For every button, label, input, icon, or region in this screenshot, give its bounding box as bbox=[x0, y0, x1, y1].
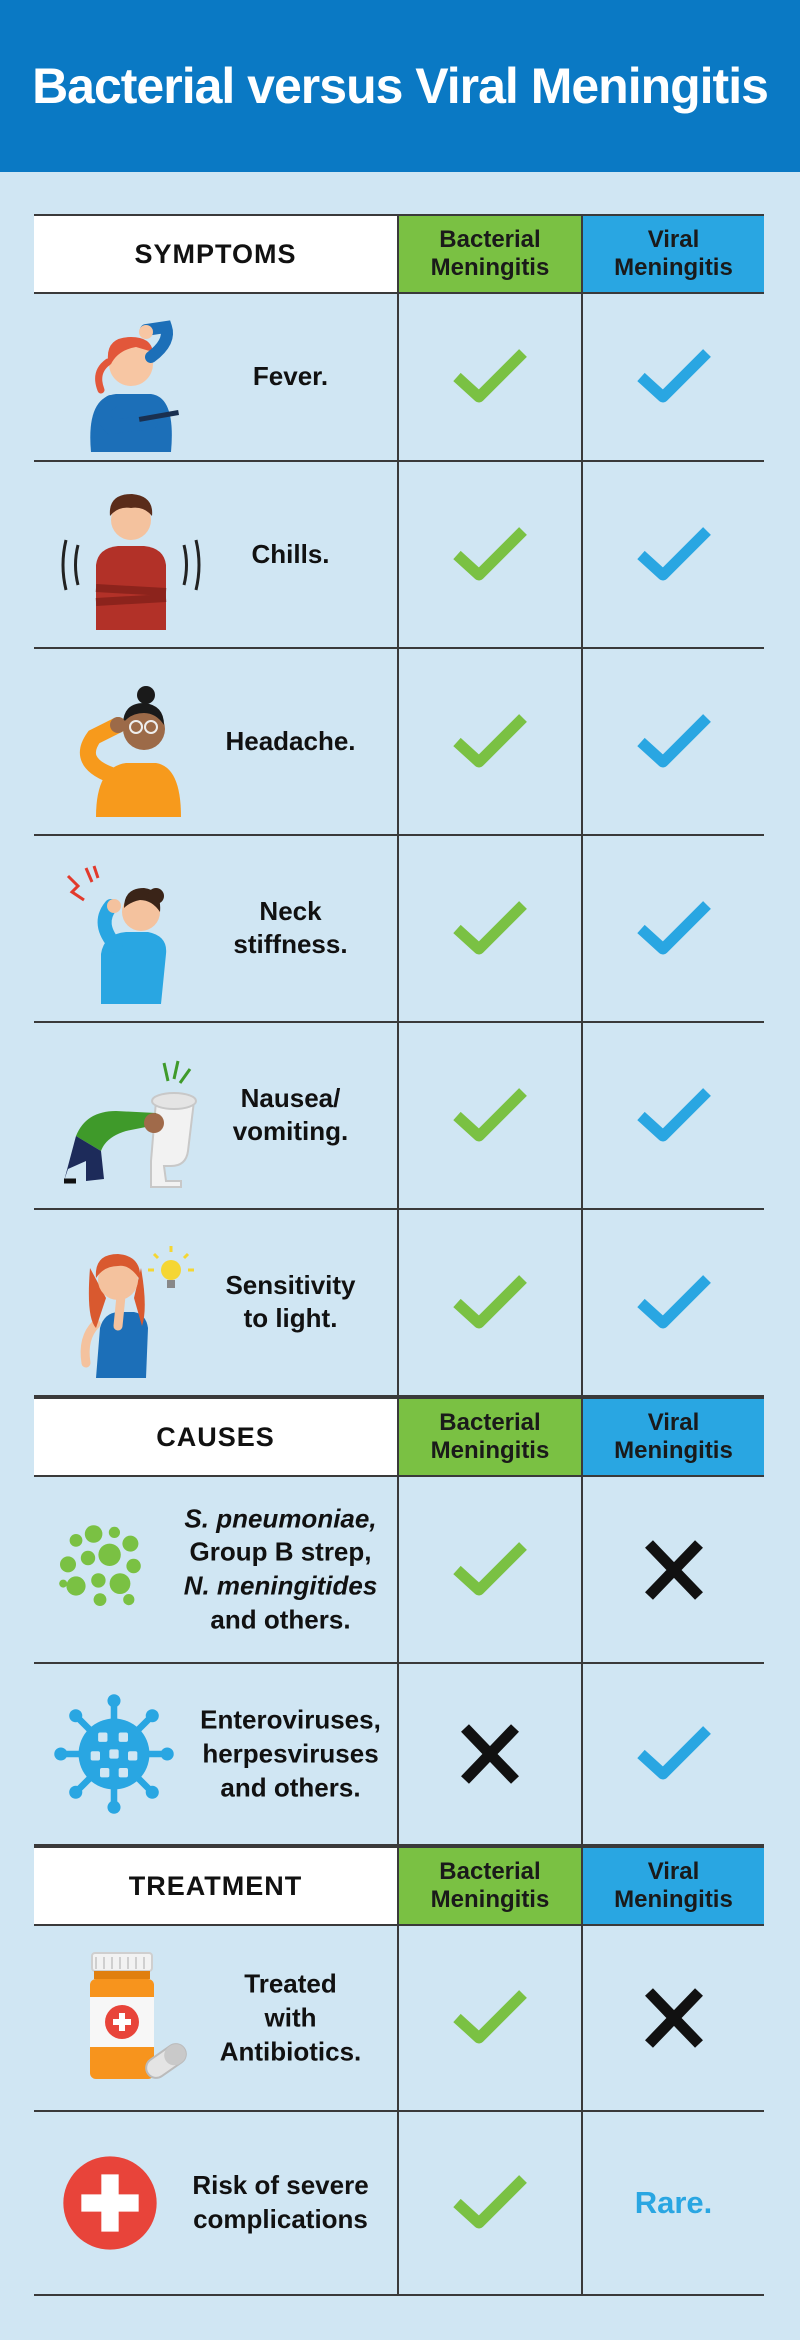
row-label: Nausea/ vomiting. bbox=[232, 1082, 349, 1147]
comparison-table bbox=[34, 214, 764, 2296]
table-row bbox=[34, 836, 764, 1023]
page-header bbox=[0, 0, 800, 172]
section-heading: SYMPTOMS bbox=[134, 238, 297, 269]
row-label: Chills. bbox=[251, 538, 330, 569]
row-label: Neck stiffness. bbox=[233, 895, 348, 960]
row-label: Treated with Antibiotics. bbox=[219, 1968, 362, 2066]
bacterial-column-header: Bacterial Meningitis bbox=[430, 1409, 550, 1464]
check-icon bbox=[635, 1273, 713, 1333]
table-row bbox=[34, 649, 764, 836]
table-row bbox=[34, 1926, 764, 2112]
check-icon bbox=[635, 1086, 713, 1146]
row-label: Headache. bbox=[225, 725, 356, 756]
check-icon bbox=[451, 712, 529, 772]
bacteria-icon bbox=[52, 1510, 172, 1630]
check-icon bbox=[635, 347, 713, 407]
table-row bbox=[34, 1477, 764, 1664]
check-icon bbox=[451, 2173, 529, 2233]
check-icon bbox=[451, 1086, 529, 1146]
row-label: Risk of severe complications bbox=[192, 2170, 369, 2234]
row-label: Sensitivity to light. bbox=[225, 1269, 356, 1334]
cross-icon bbox=[635, 1540, 713, 1600]
check-icon bbox=[451, 347, 529, 407]
check-icon bbox=[635, 525, 713, 585]
check-icon bbox=[635, 712, 713, 772]
table-row bbox=[34, 2112, 764, 2296]
section-header-treatment bbox=[34, 1846, 764, 1926]
cross-icon bbox=[635, 1988, 713, 2048]
check-icon bbox=[451, 899, 529, 959]
section-header-causes bbox=[34, 1397, 764, 1477]
check-icon bbox=[635, 1724, 713, 1784]
table-row bbox=[34, 294, 764, 462]
section-heading: TREATMENT bbox=[128, 1870, 303, 1901]
viral-column-header: Viral Meningitis bbox=[614, 1858, 733, 1913]
row-label: S. pneumoniae, Group B strep, N. meningitides and others. bbox=[183, 1502, 378, 1635]
medical-cross-icon bbox=[60, 2153, 160, 2253]
section-header-symptoms bbox=[34, 214, 764, 294]
row-label: Enteroviruses, herpesviruses and others. bbox=[200, 1704, 381, 1802]
check-icon bbox=[451, 1988, 529, 2048]
bacterial-column-header: Bacterial Meningitis bbox=[430, 226, 550, 281]
row-label: Fever. bbox=[252, 361, 329, 392]
virus-icon bbox=[44, 1684, 184, 1824]
rare-label: Rare. bbox=[634, 2185, 713, 2220]
table-row bbox=[34, 1664, 764, 1846]
check-icon bbox=[635, 899, 713, 959]
cross-icon bbox=[451, 1724, 529, 1784]
viral-column-header: Viral Meningitis bbox=[614, 226, 733, 281]
check-icon bbox=[451, 525, 529, 585]
viral-column-header: Viral Meningitis bbox=[614, 1409, 733, 1464]
bacterial-column-header: Bacterial Meningitis bbox=[430, 1858, 550, 1913]
check-icon bbox=[451, 1273, 529, 1333]
table-row bbox=[34, 1023, 764, 1210]
section-heading: CAUSES bbox=[156, 1421, 275, 1452]
table-row bbox=[34, 1210, 764, 1397]
page-title: Bacterial versus Viral Meningitis bbox=[32, 58, 768, 114]
table-row bbox=[34, 462, 764, 649]
check-icon bbox=[451, 1540, 529, 1600]
